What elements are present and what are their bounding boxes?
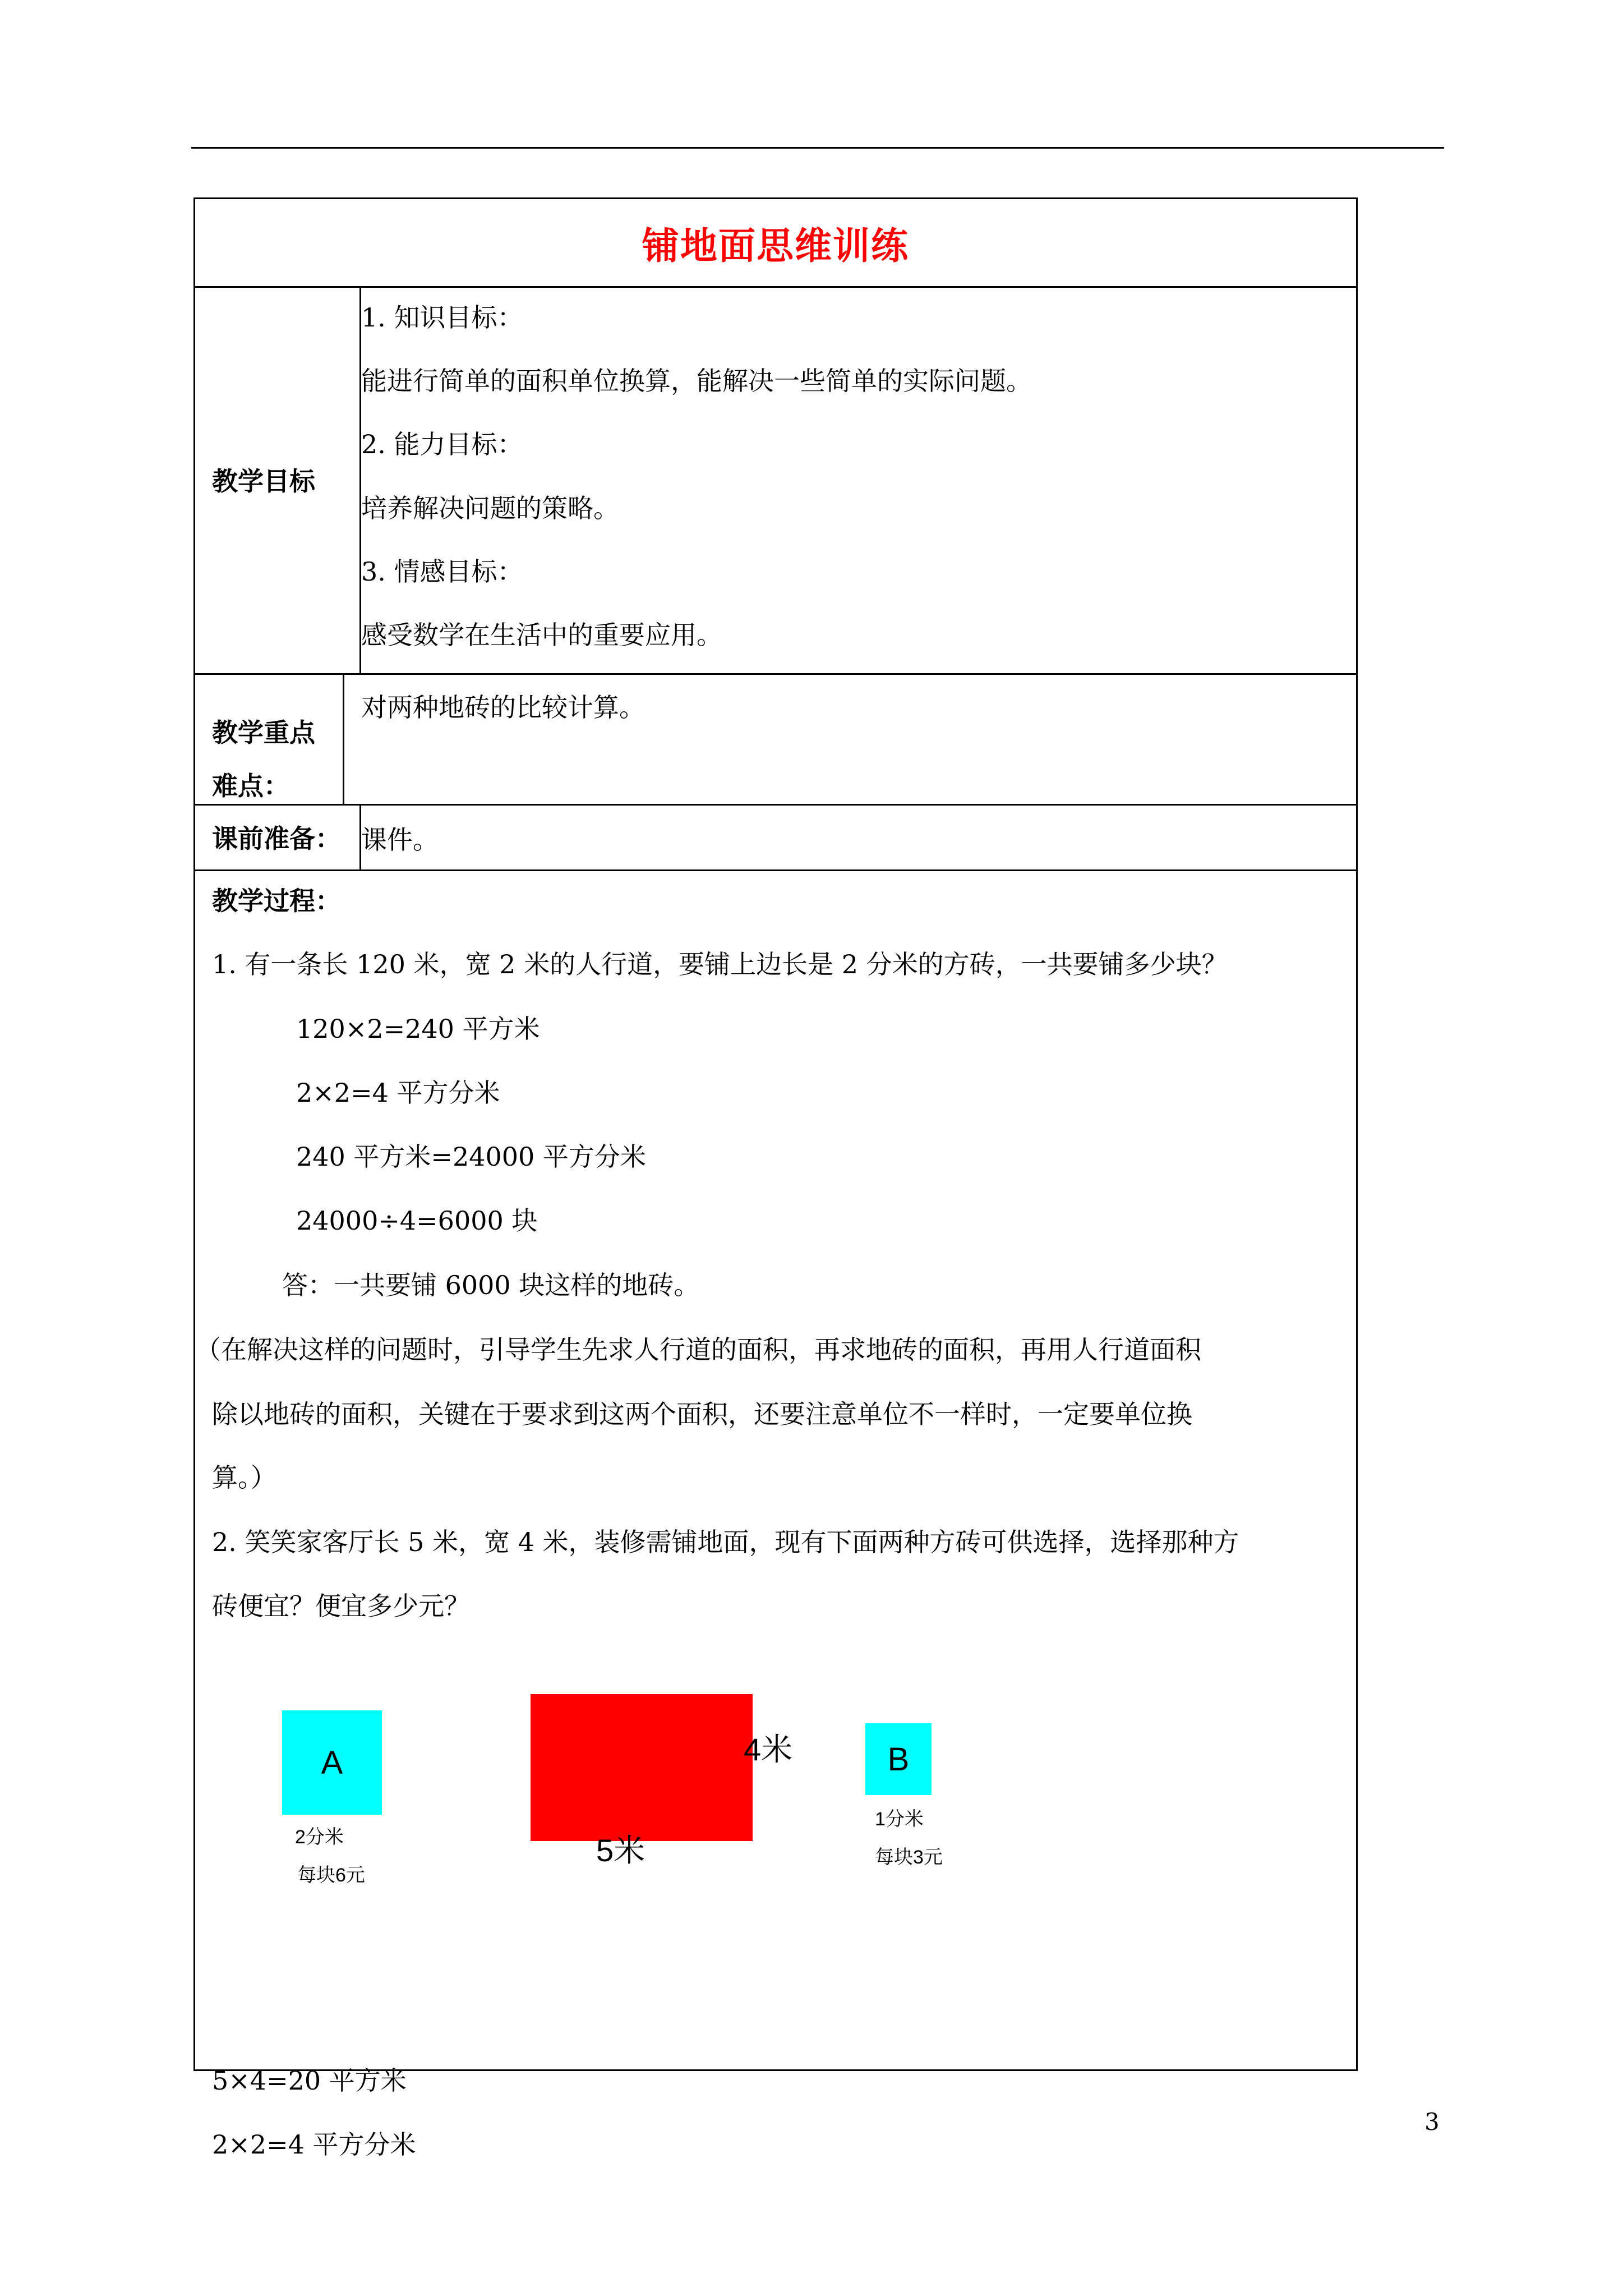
key-points-text: 对两种地砖的比较计算。 <box>361 692 645 723</box>
tile-a-price: 每块6元 <box>297 1865 365 1886</box>
question-1: 1. 有一条长 120 米，宽 2 米的人行道，要铺上边长是 2 分米的方砖，一共要铺多少块？ <box>212 949 1228 979</box>
goal-line: 感受数学在生活中的重要应用。 <box>361 620 722 650</box>
room-length-label: 5米 <box>596 1833 645 1868</box>
q2-step: 2×2=4 平方分米 <box>212 2129 416 2160</box>
process-label: 教学过程： <box>212 886 341 916</box>
key-points-label-line2: 难点： <box>212 771 289 801</box>
q1-step: 24000÷4=6000 块 <box>296 1205 538 1236</box>
question-2: 2. 笑笑家客厅长 5 米，宽 4 米，装修需铺地面，现有下面两种方砖可供选择，选择那种方 <box>212 1527 1239 1557</box>
tile-a-letter: A <box>321 1744 343 1781</box>
preparation-label-text: 课前准备： <box>212 823 341 854</box>
goal-line: 3. 情感目标： <box>361 556 523 587</box>
goal-line: 1. 知识目标： <box>361 302 523 333</box>
q2-step: 5×4=20 平方米 <box>212 2065 407 2096</box>
note-line: （在解决这样的问题时，引导学生先求人行道的面积，再求地砖的面积，再用人行道面积 <box>195 1335 1201 1365</box>
q1-step: 2×2=4 平方分米 <box>296 1078 500 1108</box>
tile-b-letter: B <box>887 1741 910 1778</box>
page-title: 铺地面思维训练 <box>642 224 909 268</box>
goal-line: 能进行简单的面积单位换算，能解决一些简单的实际问题。 <box>361 366 1032 396</box>
tile-a-square <box>282 1710 382 1815</box>
lesson-plan-table <box>193 197 1358 2160</box>
tile-b-size: 1分米 <box>875 1809 924 1830</box>
note-line: 算。） <box>212 1462 276 1493</box>
tiles-figure <box>195 199 1356 2069</box>
goal-line: 培养解决问题的策略。 <box>361 493 619 523</box>
q1-answer: 答：一共要铺 6000 块这样的地砖。 <box>282 1270 700 1300</box>
tile-b-square <box>865 1723 932 1795</box>
tile-a-size: 2分米 <box>295 1826 344 1848</box>
room-width-label: 4米 <box>744 1732 793 1767</box>
tile-b-price: 每块3元 <box>875 1847 943 1868</box>
goals-label-text: 教学目标 <box>212 466 315 496</box>
q1-step: 240 平方米=24000 平方分米 <box>296 1142 646 1172</box>
goal-line: 2. 能力目标： <box>361 429 523 459</box>
q1-step: 120×2=240 平方米 <box>296 1014 540 1044</box>
page-number: 3 <box>1424 2108 1440 2136</box>
question-2-line2: 砖便宜？便宜多少元？ <box>212 1591 470 1621</box>
key-points-label-line1: 教学重点 <box>212 717 315 748</box>
room-rectangle <box>531 1694 753 1841</box>
header-rule <box>191 147 1444 149</box>
preparation-text: 课件。 <box>361 825 439 855</box>
note-line: 除以地砖的面积，关键在于要求到这两个面积，还要注意单位不一样时，一定要单位换 <box>212 1399 1192 1429</box>
